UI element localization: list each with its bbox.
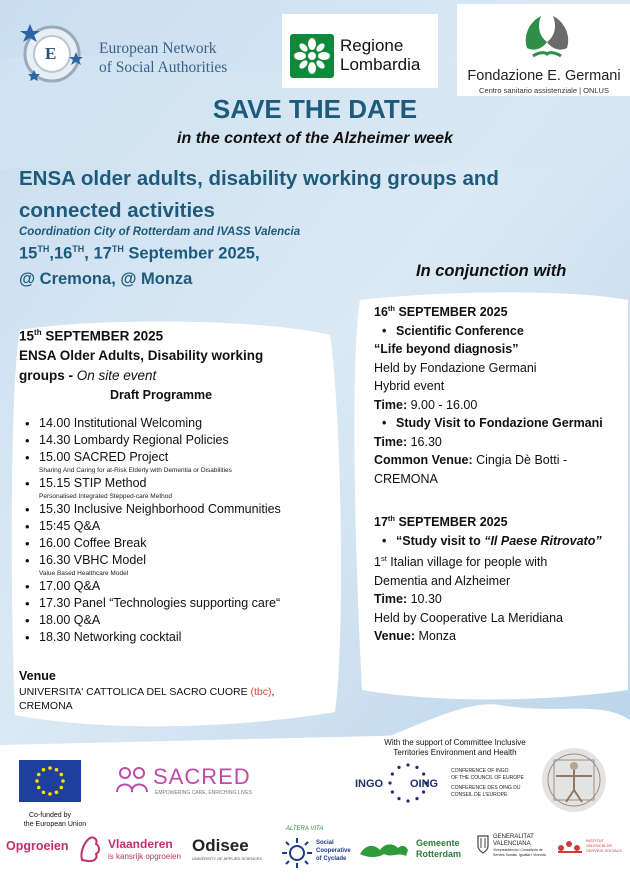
ingo-star-icon [422, 790, 425, 793]
sun-icon [280, 836, 314, 870]
regione-lombardia-logo [282, 14, 438, 88]
programme-item [19, 578, 339, 595]
ingo-right: OING [410, 778, 439, 790]
ivass-icon [556, 836, 584, 856]
conference-hybrid: Hybrid event [374, 379, 445, 394]
programme-list [19, 415, 339, 646]
common-venue [374, 451, 624, 470]
venue2-label: Venue: [374, 629, 415, 644]
time-label: Time: [374, 397, 408, 412]
ensa-letter: E [45, 44, 57, 63]
flemish-lion-icon [78, 832, 102, 864]
programme-item-text: 17.30 Panel “Technologies supporting care“ [39, 596, 281, 610]
day17-rest: SEPTEMBER 2025 [395, 515, 508, 530]
study-visit-bullet: • “Study visit to “Il Paese Ritrovato” [382, 533, 602, 548]
ingo-star-icon [388, 781, 391, 784]
date-16: ,16 [49, 244, 73, 263]
altera-1: Social [316, 840, 334, 846]
support-line2: Territories Environment and Health [393, 748, 517, 757]
sacred-people-icon [115, 764, 149, 798]
programme-item [19, 475, 339, 501]
odisee-name: Odisee [192, 836, 249, 855]
altera-3: of Cyclade [316, 856, 347, 862]
paese-ritrovato: “Il Paese Ritrovato” [484, 533, 602, 548]
ingo-star-icon [397, 797, 400, 800]
eu-star-icon [37, 786, 41, 790]
programme-item-text: 15.30 Inclusive Neighborhood Communities [39, 502, 281, 516]
conjunction-heading: In conjunction with [416, 262, 567, 280]
eu-logo [19, 760, 99, 826]
eu-caption-1: Co-funded by [28, 812, 72, 819]
gemeente-line: Gemeente [416, 838, 460, 848]
venue-monza [374, 627, 624, 646]
ivass-3: SERVEIS SOCIALS [586, 848, 622, 853]
village-sup: st [380, 554, 387, 564]
programme-item-text: 15.00 SACRED Project [39, 450, 169, 464]
programme-item [19, 552, 339, 578]
eu-star-icon [61, 779, 65, 783]
coordination-line: Coordination City of Rotterdam and IVASS Valencia [19, 226, 301, 238]
vlaanderen-sub: is kansrijk opgroeien [108, 852, 181, 861]
rotterdam-line: Rotterdam [416, 849, 462, 859]
sacred-name: SACRED [153, 764, 251, 789]
ingo-logo [355, 760, 535, 810]
village-line1 [374, 550, 624, 572]
ingo-star-icon [415, 797, 418, 800]
time-label-2: Time: [374, 434, 408, 449]
eu-star-icon [60, 786, 64, 790]
regione-line1: Regione [340, 36, 404, 55]
ingo-star-icon [415, 766, 418, 769]
ingo-star-icon [406, 763, 409, 766]
venue-city: CREMONA [19, 700, 73, 712]
vlaanderen-name: Vlaanderen [108, 837, 173, 851]
eu-star-icon [55, 768, 59, 772]
venue-comma: , [271, 686, 275, 698]
date-17-sup: TH [111, 244, 124, 254]
germani-name: Fondazione E. Germani [467, 68, 621, 84]
date-15-sup: TH [37, 244, 50, 254]
generalitat-crest-icon [476, 834, 490, 854]
day15-num: 15 [19, 328, 35, 344]
germani-tagline: Centro sanitario assistenziale | ONLUS [479, 86, 609, 95]
ingo-star-icon [391, 772, 394, 775]
sacred-tagline: EMPOWERING CARE, ENRICHING LIVES [155, 790, 252, 796]
conference-time-value: 9.00 - 16.00 [407, 397, 478, 412]
programme-item [19, 612, 339, 629]
day17-num: 17 [374, 515, 388, 530]
altera-text [316, 839, 351, 863]
programme-item-text: 15:45 Q&A [39, 519, 101, 533]
day17-sup: th [387, 514, 395, 524]
conference-label: Scientific Conference [396, 323, 524, 338]
programme-item-text: 18.30 Networking cocktail [39, 630, 182, 644]
event-venues: @ Cremona, @ Monza [19, 270, 193, 288]
right-panel [374, 300, 624, 646]
programme-item [19, 535, 339, 552]
eu-star-icon [42, 791, 46, 795]
ensa-logo [12, 18, 267, 88]
ensa-name-line2: of Social Authorities [99, 59, 228, 76]
eu-caption-2: the European Union [23, 821, 87, 828]
venue-university: UNIVERSITA' CATTOLICA DEL SACRO CUORE [19, 686, 251, 698]
programme-item [19, 415, 339, 432]
lombardia-rose-icon [290, 34, 334, 78]
odisee-sub: UNIVERSITY OF APPLIED SCIENCES [192, 856, 262, 861]
ingo-star-icon [391, 790, 394, 793]
date-month-year: September 2025, [123, 244, 260, 263]
date-17: , 17 [84, 244, 112, 263]
ingo-text2: OF THE COUNCIL OF EUROPE [451, 775, 524, 781]
venue2-value: Monza [415, 629, 456, 644]
programme-item-subtitle: Value Based Healthcare Model [39, 570, 129, 577]
programme-item-subtitle: Personalised Integrated Stepped-care Method [39, 493, 172, 500]
ensa-name-line1: European Network [99, 40, 217, 57]
day16-sup: th [387, 304, 395, 313]
programme-item [19, 629, 339, 646]
sacred-logo [115, 762, 255, 802]
opgroeien-logo: Opgroeien [6, 839, 69, 853]
programme-item [19, 518, 339, 535]
vitruvian-image [542, 748, 606, 812]
study-held: Held by Cooperative La Meridiana [374, 610, 563, 625]
gen-1: GENERALITAT [493, 834, 534, 840]
gen-2: VALENCIANA [493, 841, 531, 847]
conference-bullet: • Scientific Conference [382, 323, 524, 338]
day15-rest: SEPTEMBER 2025 [41, 328, 164, 344]
ivass-logo [556, 836, 626, 862]
context-subtitle: in the context of the Alzheimer week [177, 130, 453, 147]
time-label-3: Time: [374, 592, 408, 607]
gen-4: Serveis Socials, Igualtat i Vivenda [493, 853, 546, 857]
programme-item-subtitle: Sharing And Caring for at-Risk Elderly with Dementia or Disabilities [39, 467, 232, 474]
ingo-text [451, 768, 524, 799]
venue-tbc: (tbc) [250, 686, 272, 698]
programme-item-text: 14.00 Institutional Welcoming [39, 416, 203, 430]
programme-item [19, 595, 339, 612]
event-title-line2: connected activities [19, 199, 215, 222]
eu-star-icon [48, 792, 52, 796]
ingo-star-icon [397, 766, 400, 769]
support-text [355, 738, 555, 758]
conference-held: Held by Fondazione Germani [374, 360, 537, 375]
study-time [374, 590, 624, 609]
save-the-date-heading: SAVE THE DATE [212, 94, 418, 124]
ivass-1: INSTITUT [586, 838, 604, 843]
ingo-text4: CONSEIL DE L'EUROPE [451, 792, 508, 798]
regione-line2: Lombardia [340, 55, 421, 74]
rotterdam-green-icon [358, 840, 410, 860]
support-line1: With the support of Committee Inclusive [384, 738, 526, 747]
event-dates [19, 244, 260, 264]
village-text: Italian village for people with [386, 555, 548, 570]
date-16-sup: TH [72, 244, 85, 254]
study-time-value: 10.30 [407, 592, 442, 607]
village-line2: Dementia and Alzheimer [374, 573, 511, 588]
conference-title: “Life beyond diagnosis” [374, 342, 519, 357]
day17-heading [374, 510, 624, 532]
day15-sup: th [34, 328, 42, 337]
gemeente-rotterdam-logo [358, 836, 468, 864]
day16-heading [374, 300, 624, 322]
visit-time [374, 433, 624, 452]
eu-star-icon [37, 773, 41, 777]
vlaanderen-logo [78, 832, 188, 866]
draft-programme-label: Draft Programme [110, 388, 213, 402]
day16-num: 16 [374, 305, 388, 320]
ingo-text1: CONFERENCE OF INGO [451, 768, 509, 774]
conference-time [374, 396, 624, 415]
vitruvian-man-icon [542, 748, 606, 812]
hands-icon [519, 8, 575, 64]
common-venue-value: Cingia Dè Botti - [472, 453, 568, 468]
eu-flag-icon [19, 760, 81, 802]
programme-item-text: 16.30 VBHC Model [39, 553, 147, 567]
gen-3: Vicepresidència i Conselleria de [493, 848, 543, 852]
venue-label: Venue [19, 669, 56, 683]
altera-vita-logo [280, 826, 350, 886]
ingo-left: INGO [355, 778, 384, 790]
onsite-event: On site event [76, 368, 157, 383]
ivass-text [586, 838, 622, 853]
common-venue-label: Common Venue: [374, 453, 473, 468]
day15-heading [19, 328, 163, 344]
eu-star-icon [42, 768, 46, 772]
altera-2: Cooperative [316, 848, 351, 854]
groups-line1: ENSA Older Adults, Disability working [19, 348, 264, 363]
fondazione-germani-logo [457, 4, 630, 96]
date-15: 15 [19, 244, 38, 263]
programme-item-text: 16.00 Coffee Break [39, 536, 147, 550]
day16-rest: SEPTEMBER 2025 [395, 305, 508, 320]
odisee-logo [192, 836, 274, 861]
programme-item [19, 501, 339, 518]
generalitat-logo [476, 834, 554, 868]
visit-bullet: • Study Visit to Fondazione Germani [382, 416, 603, 431]
eu-star-icon [60, 773, 64, 777]
altera-top: ALTERA VITA [286, 826, 324, 832]
programme-item-text: 15.15 STIP Method [39, 476, 147, 490]
common-venue-city: CREMONA [374, 471, 438, 486]
programme-item-text: 18.00 Q&A [39, 613, 101, 627]
eu-star-icon [55, 791, 59, 795]
programme-item-text: 14.30 Lombardy Regional Policies [39, 433, 229, 447]
groups-line2 [19, 368, 156, 383]
generalitat-text [493, 834, 546, 858]
ivass-2: VALENCIÀ DE [586, 843, 613, 848]
eu-star-icon [48, 766, 52, 770]
programme-item-text: 17.00 Q&A [39, 579, 101, 593]
ingo-text3: CONFERENCE DES OING DU [451, 785, 521, 791]
visit-label: Study Visit to Fondazione Germani [396, 416, 603, 431]
study-visit-label: “Study visit to [396, 533, 485, 548]
event-title-line1: ENSA older adults, disability working groups and [19, 167, 499, 190]
ingo-star-icon [422, 772, 425, 775]
visit-time-value: 16.30 [407, 434, 442, 449]
eu-star-icon [35, 779, 39, 783]
programme-item [19, 432, 339, 449]
village-num: 1 [374, 555, 381, 570]
groups-bold: groups - [19, 368, 77, 383]
ingo-star-icon [406, 799, 409, 802]
programme-item [19, 449, 339, 475]
venue-name [19, 686, 274, 698]
